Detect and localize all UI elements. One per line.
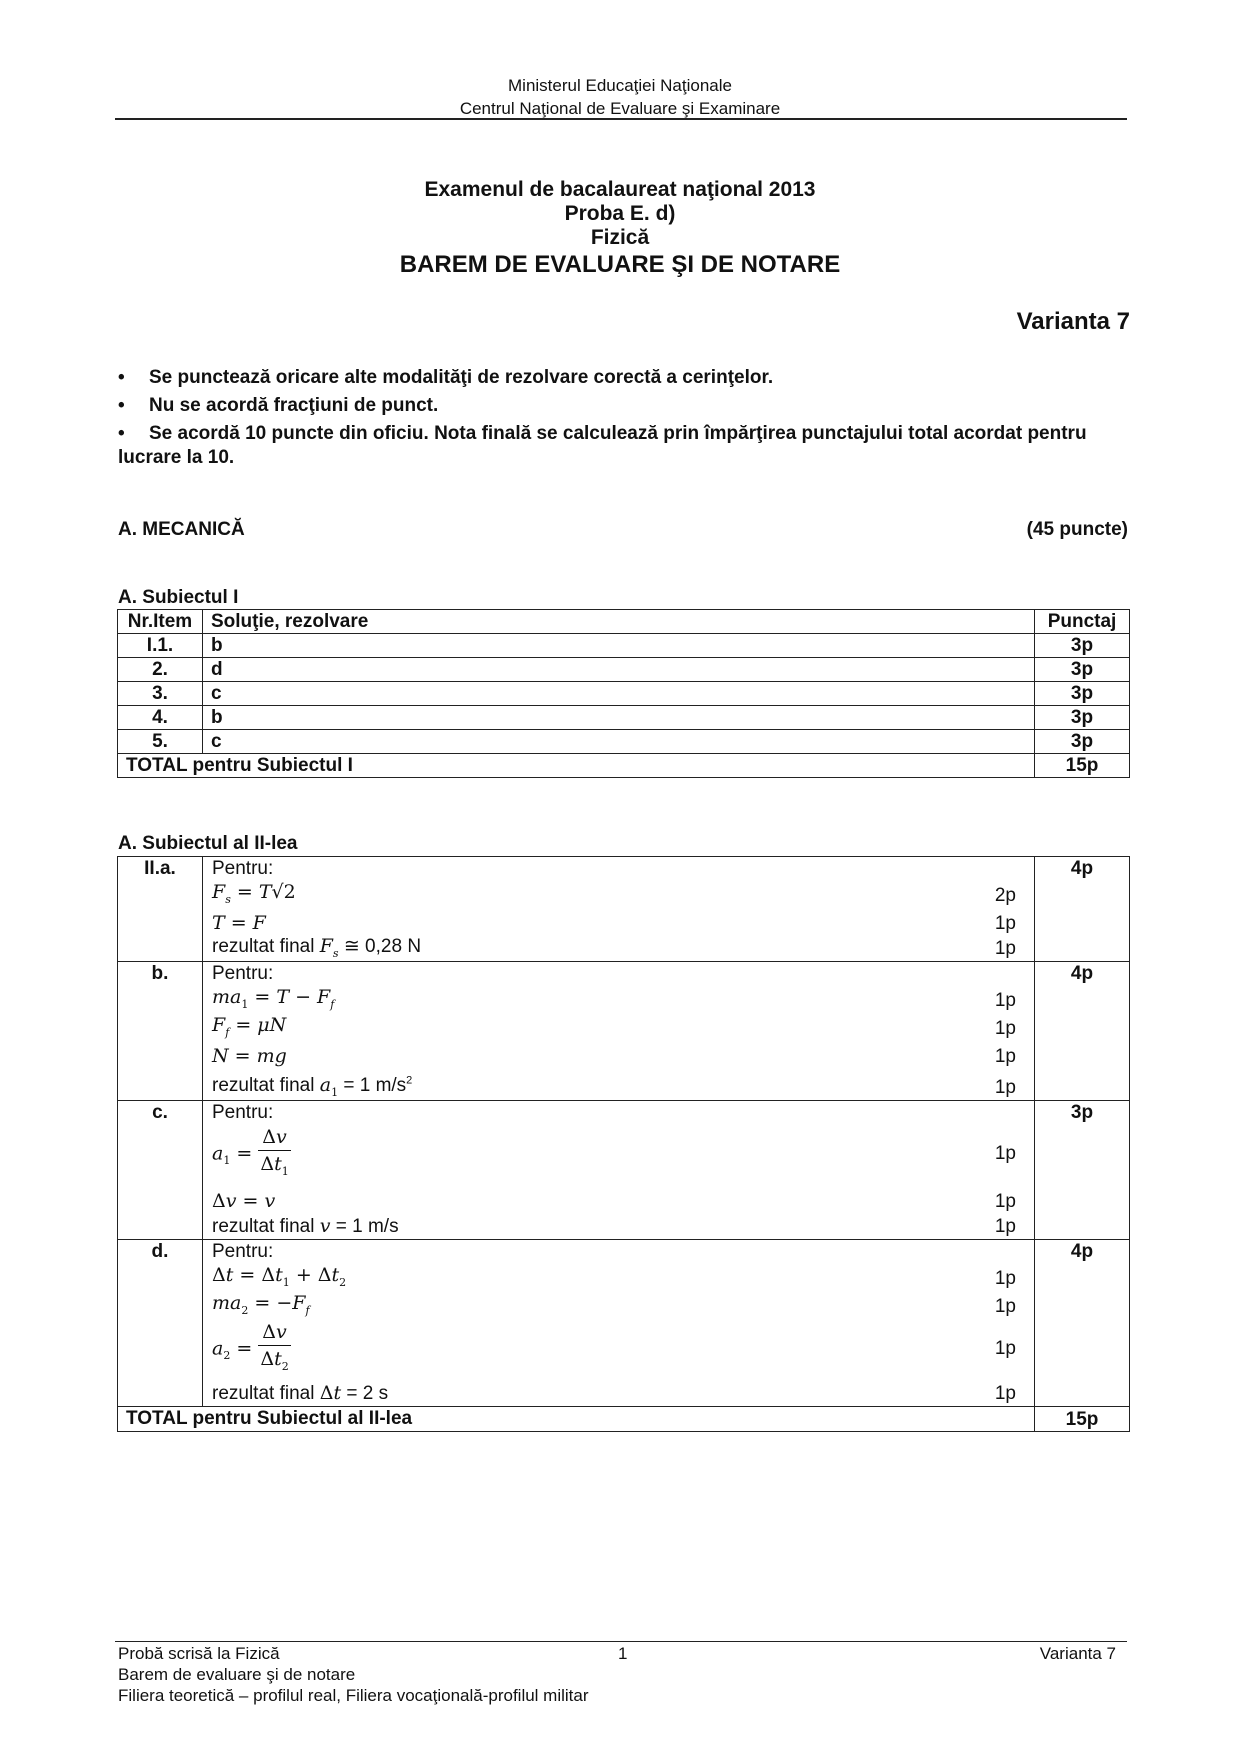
formula-line: $\Delta t = \Delta t_1 + \Delta t_2$ 1p [212,1264,1016,1289]
header-divider [115,118,1127,120]
total-row [118,1407,1130,1432]
formula-line: Δv = v 1p [212,1190,1016,1212]
formula-line: $F_s = T√2$ 2p [212,881,1016,906]
total-label: TOTAL pentru Subiectul I [118,754,1035,778]
result-line: rezultat final v = 1 m/s 1p [212,1215,1016,1237]
grading-rules [118,366,1128,474]
item-points: 4p [1035,857,1130,962]
subject1-table [117,609,1130,778]
rule-item: • Se acordă 10 puncte din oficiu. Nota finală se calculează prin împărţirea punctajului total acordat pentru lucrare la 10. [118,423,1087,468]
footer-line2: Barem de evaluare şi de notare [118,1665,356,1684]
variant-label: Varianta 7 [1016,308,1130,335]
item-points: 4p [1035,1240,1130,1407]
formula-line: $F_f = \mu N$ 1p [212,1014,1016,1039]
table-row [118,1240,1130,1407]
table-row [118,962,1130,1101]
total-row [118,754,1130,778]
total-label: TOTAL pentru Subiectul al II-lea [118,1407,1035,1432]
rule-item: • Se punctează oricare alte modalităţi de rezolvare corectă a cerinţelor. [118,367,774,388]
subject2-table [117,856,1130,1432]
bullet-icon: • [118,367,125,388]
exam-subject: Fizică [590,226,650,249]
table-row: I.1. b 3p [118,634,1130,658]
total-points: 15p [1035,1407,1130,1432]
table-row [118,1101,1130,1240]
header-points: Punctaj [1035,610,1130,634]
header-solution: Soluţie, rezolvare [203,610,1035,634]
table-row: 2. d 3p [118,658,1130,682]
item-number: b. [118,962,203,1101]
item-number: d. [118,1240,203,1407]
document-type: BAREM DE EVALUARE ŞI DE NOTARE [399,251,841,278]
footer-line3: Filiera teoretică – profilul real, Filiera vocaţională-profilul militar [118,1686,589,1705]
section-points: (45 puncte) [1026,519,1128,540]
formula-line: $ma_2 = -F_f$ 1p [212,1292,1016,1317]
solution-cell: Pentru: $F_s = T√2$ 2p T = F 1p rezultat final $F_s$ ≅ 0,28 N 1p [203,857,1035,962]
table-row: 5. c 3p [118,730,1130,754]
result-line: rezultat final Δt = 2 s 1p [212,1382,1016,1404]
section-heading [118,519,1128,541]
bullet-icon: • [118,423,125,444]
section-name: A. MECANICĂ [118,519,245,540]
footer-line1: Probă scrisă la Fizică [118,1644,280,1663]
total-points: 15p [1035,754,1130,778]
page-footer [118,1643,1128,1706]
subject2-title: A. Subiectul al II-lea [118,833,298,854]
solution-cell: Pentru: $ma_1 = T - F_f$ 1p $F_f = \mu N$ 1p N = mg 1p rezultat final $a_1 = 1$ $m/s^2$ 1p [203,962,1035,1101]
formula-line: T = F 1p [212,912,1016,934]
result-line: rezultat final $a_1 = 1$ $m/s^2$ 1p [212,1074,1016,1099]
table-row: 4. b 3p [118,706,1130,730]
result-line: rezultat final $F_s$ ≅ 0,28 N 1p [212,935,1016,960]
ministry-name: Ministerul Educaţiei Naţionale [508,76,732,95]
header-item: Nr.Item [118,610,203,634]
formula-line: $ma_1 = T - F_f$ 1p [212,986,1016,1011]
formula-line: $a_1$ = $\frac{\Delta v}{\Delta t_1}$ 1p [212,1126,1016,1178]
item-number: II.a. [118,857,203,962]
rule-item: • Nu se acordă fracţiuni de punct. [118,395,439,416]
exam-heading [115,178,1125,280]
bullet-icon: • [118,395,125,416]
table-row [118,857,1130,962]
exam-title: Examenul de bacalaureat naţional 2013 [424,178,816,201]
item-number: c. [118,1101,203,1240]
item-points: 3p [1035,1101,1130,1240]
item-points: 4p [1035,962,1130,1101]
table-row: 3. c 3p [118,682,1130,706]
formula-line: N = mg 1p [212,1045,1016,1067]
footer-variant: Varianta 7 [1039,1644,1116,1663]
footer-divider [115,1641,1127,1642]
page-number: 1 [618,1644,628,1663]
solution-cell: Pentru: $a_1$ = $\frac{\Delta v}{\Delta t_1}$ 1p Δv = v 1p rezultat final v = 1 m/s 1p [203,1101,1035,1240]
table-header-row [118,610,1130,634]
formula-line: $a_2$ = $\frac{\Delta v}{\Delta t_2}$ 1p [212,1321,1016,1373]
subject1-title: A. Subiectul I [118,587,239,608]
solution-cell: Pentru: $\Delta t = \Delta t_1 + \Delta t_2$ 1p $ma_2 = -F_f$ 1p $a_2$ = $\frac{\Delta v}{\Delta t_2}$ 1p rezultat final Δt = 2 s 1p [203,1240,1035,1407]
ministry-header [115,74,1125,120]
center-name: Centrul Naţional de Evaluare şi Examinare [459,99,781,118]
exam-proba: Proba E. d) [564,202,676,225]
